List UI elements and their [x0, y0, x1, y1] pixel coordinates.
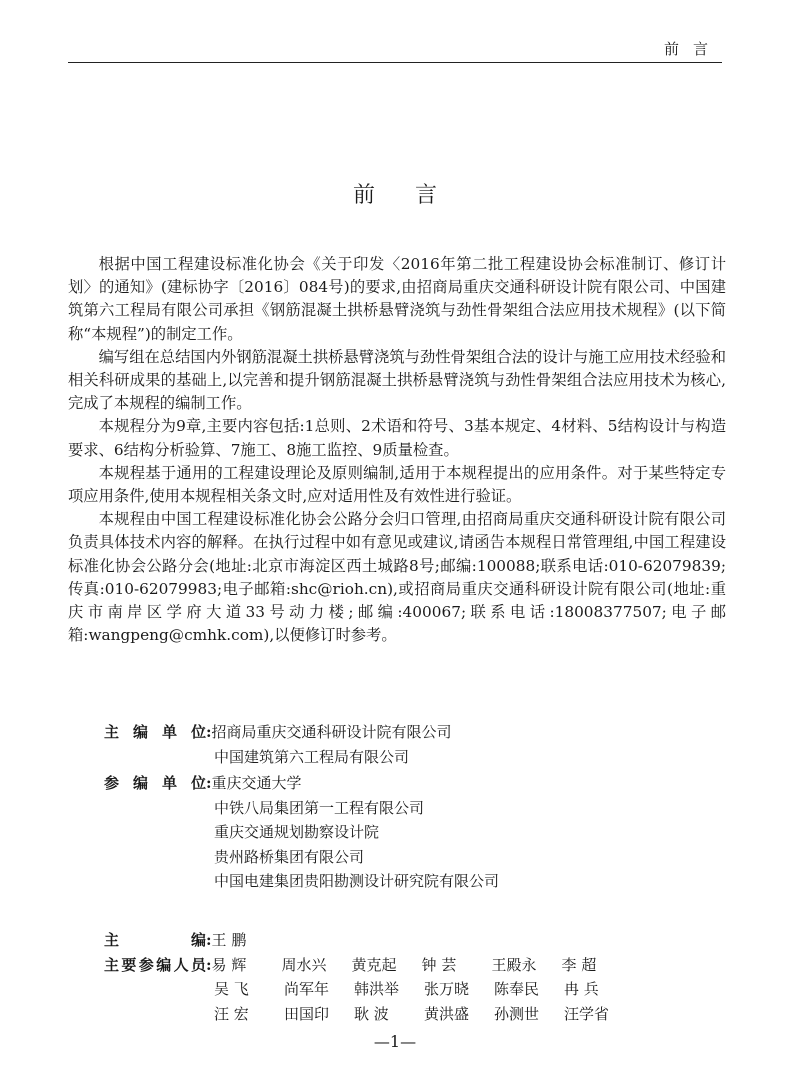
participating-unit: 中国电建集团贵阳勘测设计研究院有限公司 [214, 872, 500, 890]
participating-units-block: 参编单位 : 重庆交通大学 中铁八局集团第一工程有限公司 重庆交通规划勘察设计院 贵州路桥集团有限公司 中国电建集团贵阳勘测设计研究院有限公司 [104, 771, 664, 894]
participating-unit: 中铁八局集团第一工程有限公司 [214, 798, 425, 817]
chief-units-block: 主编单位 : 招商局重庆交通科研设计院有限公司 中国建筑第六工程局有限公司 [104, 720, 664, 769]
participant-name: 尚军年 [284, 980, 330, 998]
page-number: —1— [373, 1032, 417, 1051]
chief-editor-label: 主编 [104, 931, 206, 949]
participating-unit: 重庆交通规划勘察设计院 [214, 823, 380, 841]
participant-name: 张万晓 [424, 980, 470, 998]
participant-name: 李 超 [561, 955, 597, 974]
preface-body [68, 253, 726, 647]
participant-name: 田国印 [284, 1004, 330, 1023]
participant-name: 王殿永 [491, 955, 537, 974]
header-rule [68, 62, 722, 63]
chief-editor-name: 王 鹏 [211, 931, 247, 949]
participant-name: 吴 飞 [214, 980, 249, 998]
participant-name: 汪 宏 [214, 1004, 249, 1023]
participant-name: 汪学省 [564, 1004, 610, 1023]
participant-name: 韩洪举 [354, 980, 400, 998]
participant-name: 耿 波 [354, 1004, 389, 1023]
paragraph: 本规程由中国工程建设标准化协会公路分会归口管理,由招商局重庆交通科研设计院有限公司负责具体技术内容的解释。在执行过程中如有意见或建议,请函告本规程日常管理组,中国工程建设标准化协会公路分会(地址:北京市海淀区西土城路8号;邮编:100088;联系电话:010-62079839;传真:010-62079983;电子邮箱:shc@rioh.cn),或招商局重庆交通科研设计院有限公司(地址:重庆市南岸区学府大道33号动力楼;邮编:400067;联系电话:18008377507;电子邮箱:wangpeng@cmhk.com),以便修订时参考。 [68, 510, 726, 645]
participant-name: 周水兴 [281, 955, 327, 974]
participant-name: 孙测世 [494, 1004, 540, 1023]
chief-units-label: 主编单位 [104, 723, 206, 741]
main-participants-label: 主要参编人员 [104, 955, 206, 974]
participant-name: 黄克起 [351, 955, 397, 974]
participant-name: 黄洪盛 [424, 1004, 470, 1023]
participant-name: 陈奉民 [494, 980, 540, 998]
participant-name: 冉 兵 [564, 980, 599, 998]
paragraph: 编写组在总结国内外钢筋混凝土拱桥悬臂浇筑与劲性骨架组合法的设计与施工应用技术经验和相关科研成果的基础上,以完善和提升钢筋混凝土拱桥悬臂浇筑与劲性骨架组合法应用技术为核心,完成了本规程的编制工作。 [68, 347, 726, 413]
participating-unit: 重庆交通大学 [211, 774, 302, 792]
participating-units-label: 参编单位 [104, 774, 206, 792]
paragraph: 本规程基于通用的工程建设理论及原则编制,适用于本规程提出的应用条件。对于某些特定专项应用条件,使用本规程相关条文时,应对适用性及有效性进行验证。 [68, 463, 726, 506]
running-head-title: 前言 [663, 40, 722, 58]
editors-block: 主编 : 王 鹏 主要参编人员 : 易 辉 周水兴 黄克起 钟 芸 王殿永 李 超 吴 飞 尚军年 韩洪举 张万晓 陈奉民 冉 兵 汪 宏 田国印 耿 波 黄洪盛 孙测世 汪学省 [104, 928, 704, 1026]
paragraph: 根据中国工程建设标准化协会《关于印发〈2016年第二批工程建设协会标准制订、修订计划〉的通知》(建标协字〔2016〕084号)的要求,由招商局重庆交通科研设计院有限公司、中国建筑第六工程局有限公司承担《钢筋混凝土拱桥悬臂浇筑与劲性骨架组合法应用技术规程》(以下简称“本规程”)的制定工作。 [68, 255, 726, 343]
chief-unit: 招商局重庆交通科研设计院有限公司 [211, 723, 452, 741]
paragraph: 本规程分为9章,主要内容包括:1总则、2术语和符号、3基本规定、4材料、5结构设计与构造要求、6结构分析验算、7施工、8施工监控、9质量检查。 [68, 417, 726, 459]
page-title: 前言 [352, 183, 477, 208]
participant-name: 易 辉 [211, 955, 247, 974]
participating-unit: 贵州路桥集团有限公司 [214, 847, 365, 866]
participant-name: 钟 芸 [421, 955, 457, 974]
chief-unit: 中国建筑第六工程局有限公司 [214, 747, 410, 766]
